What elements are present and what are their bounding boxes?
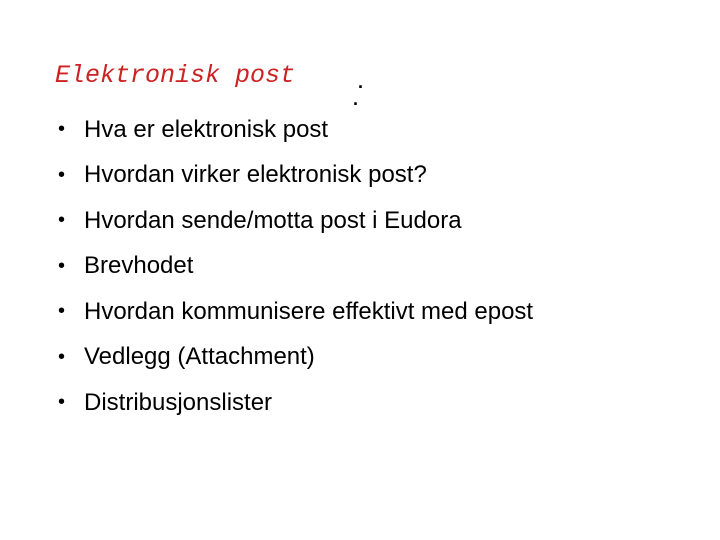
bullet-icon: • — [58, 209, 66, 232]
bullet-item — [58, 380, 533, 426]
bullet-text: Hva er elektronisk post — [84, 115, 329, 143]
bullet-text: Distribusjonslister — [84, 388, 273, 416]
slide-title: Elektronisk post — [55, 61, 296, 90]
stray-mark: . — [353, 89, 359, 109]
bullet-item — [58, 107, 533, 153]
bullet-text: Brevhodet — [84, 252, 194, 280]
bullet-icon: • — [58, 254, 66, 277]
bullet-text: Hvordan sende/motta post i Eudora — [84, 206, 462, 234]
bullet-item — [58, 198, 533, 244]
bullet-icon: • — [58, 345, 66, 368]
stray-mark: . — [358, 72, 364, 92]
bullet-icon: • — [58, 391, 66, 414]
bullet-text: Hvordan virker elektronisk post? — [84, 161, 427, 189]
bullet-icon: • — [58, 118, 66, 141]
bullet-item — [58, 244, 533, 290]
bullet-item — [58, 335, 533, 381]
bullet-item — [58, 153, 533, 199]
bullet-icon: • — [58, 300, 66, 323]
bullet-item — [58, 289, 533, 335]
bullet-icon: • — [58, 163, 66, 186]
bullet-text: Vedlegg (Attachment) — [84, 343, 315, 371]
bullet-list — [58, 107, 533, 426]
bullet-text: Hvordan kommunisere effektivt med epost — [84, 297, 534, 325]
